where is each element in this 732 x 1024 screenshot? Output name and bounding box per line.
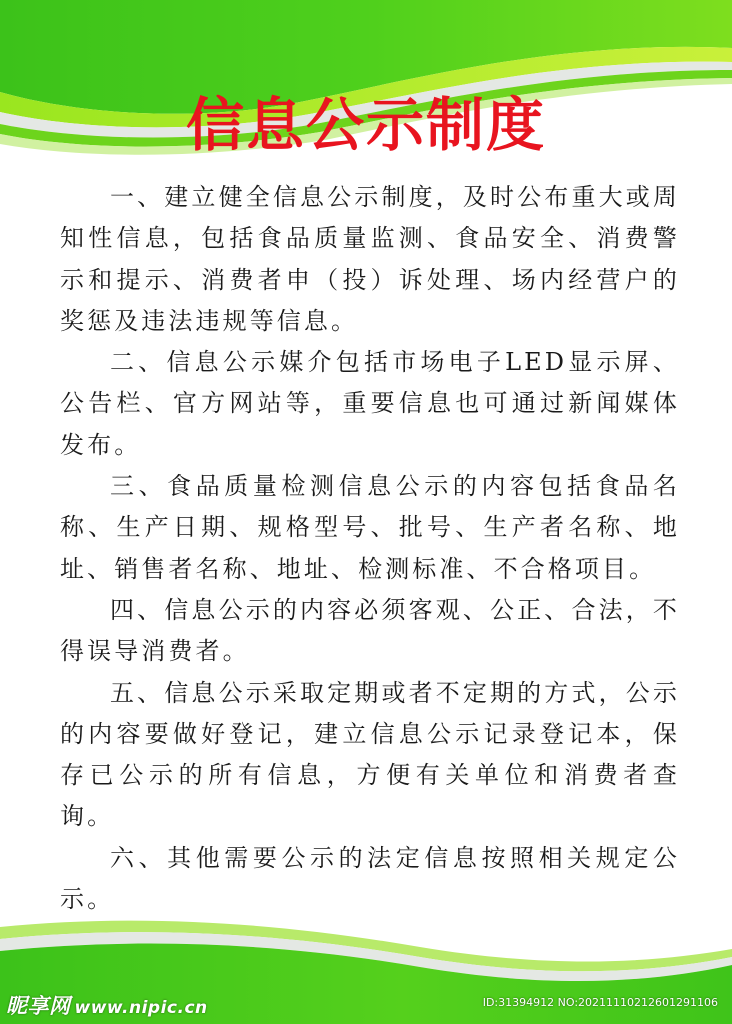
clause-6: 六、其他需要公示的法定信息按照相关规定公示。 — [60, 843, 680, 914]
clause-2: 二、信息公示媒介包括市场电子LED显示屏、公告栏、官方网站等，重要信息也可通过新闻媒体发布。 — [60, 348, 680, 459]
watermark-brand: 昵享网 — [6, 994, 71, 1018]
watermark-id: ID:31394912 NO:20211110212601291106 — [482, 996, 718, 1009]
regulation-body — [60, 177, 680, 920]
watermark-url: www.nipic.cn — [74, 998, 208, 1018]
clause-1: 一、建立健全信息公示制度，及时公布重大或周知性信息，包括食品质量监测、食品安全、消费警示和提示、消费者申（投）诉处理、场内经营户的奖惩及违法违规等信息。 — [60, 183, 680, 335]
poster-title: 信息公示制度 — [185, 91, 546, 159]
clause-3: 三、食品质量检测信息公示的内容包括食品名称、生产日期、规格型号、批号、生产者名称、地址、销售者名称、地址、检测标准、不合格项目。 — [60, 472, 680, 583]
clause-5: 五、信息公示采取定期或者不定期的方式，公示的内容要做好登记，建立信息公示记录登记本，保存已公示的所有信息，方便有关单位和消费者查询。 — [60, 678, 680, 831]
watermark-logo — [6, 990, 208, 1020]
clause-4: 四、信息公示的内容必须客观、公正、合法，不得误导消费者。 — [60, 595, 680, 666]
